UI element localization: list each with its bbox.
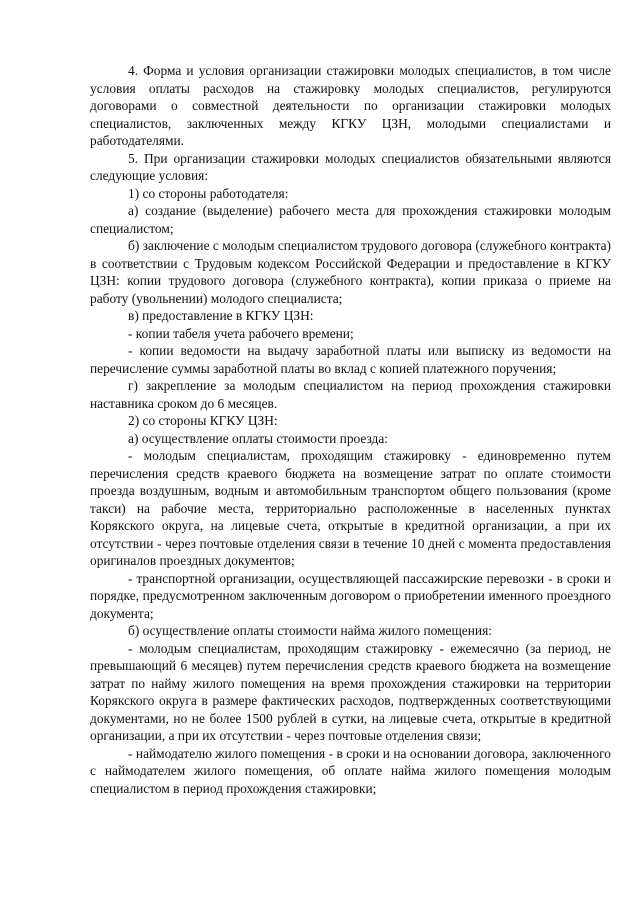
item-2-czn-side: 2) со стороны КГКУ ЦЗН: (128, 413, 278, 428)
paragraph-4-form-and-conditions: 4. Форма и условия организации стажировки молодых специалистов, в том числе условия оплаты расходов на стажировку молодых специалистов, регулируются договорами о совместной деятельности по организации стажировки молодых специалистов, заключенных между КГКУ ЦЗН, молодыми специалистами и работодателями. (90, 63, 611, 148)
subitem-g-mentor: г) закрепление за молодым специалистом на период прохождения стажировки наставника сроком до 6 месяцев. (90, 378, 611, 411)
subitem-a-workplace: а) создание (выделение) рабочего места для прохождения стажировки молодым специалистом; (90, 203, 611, 236)
paragraph-5-mandatory-conditions: 5. При организации стажировки молодых специалистов обязательными являются следующие условия: (90, 150, 611, 183)
document-page (90, 62, 611, 797)
dash-item-transport-organization: - транспортной организации, осуществляющей пассажирские перевозки - в сроки и порядке, предусмотренном заключенным договором о приобретении именного проездного документа; (90, 570, 611, 621)
dash-item-travel-specialists: - молодым специалистам, проходящим стажировку - единовременно путем перечисления средств краевого бюджета на возмещение затрат по оплате стоимости проезда воздушным, водным и автомобильным транспортом общего пользования (кроме такси) на рабочие места, территориально расположенные в населенных пунктах Корякского округа, на лицевые счета, открытые в кредитной организации, а при их отсутствии - через почтовые отделения связи в течение 10 дней с момента предоставления оригиналов проездных документов; (90, 448, 611, 568)
dash-item-payroll-statement: - копии ведомости на выдачу заработной платы или выписку из ведомости на перечисление суммы заработной платы во вклад с копией платежного поручения; (90, 343, 611, 376)
subitem-a-travel-payment: а) осуществление оплаты стоимости проезда: (128, 430, 388, 446)
subitem-v-provision: в) предоставление в КГКУ ЦЗН: (128, 308, 314, 323)
subitem-b-housing-payment: б) осуществление оплаты стоимости найма жилого помещения: (128, 623, 492, 638)
subitem-b-labor-contract: б) заключение с молодым специалистом трудового договора (служебного контракта) в соответствии с Трудовым кодексом Российской Федерации и предоставление в КГКУ ЦЗН: копии трудового договора (служебного контракта), копии приказа о приеме на работу (увольнении) молодого специалиста; (90, 238, 611, 306)
dash-item-landlord: - наймодателю жилого помещения - в сроки и на основании договора, заключенного с наймодателем жилого помещения, об оплате найма жилого помещения молодым специалистом в период прохождения стажировки; (90, 745, 611, 796)
dash-item-timesheet: - копии табеля учета рабочего времени; (128, 325, 354, 341)
item-1-employer-side: 1) со стороны работодателя: (128, 185, 289, 201)
dash-item-housing-specialists: - молодым специалистам, проходящим стажировку - ежемесячно (за период, не превышающий 6 месяцев) путем перечисления средств краевого бюджета на возмещение затрат по найму жилого помещения на время прохождения стажировки на территории Корякского округа в размере фактических расходов, подтвержденных соответствующими документами, но не более 1500 рублей в сутки, на лицевые счета, открытые в кредитной организации, а при их отсутствии - через почтовые отделения связи; (90, 640, 611, 743)
